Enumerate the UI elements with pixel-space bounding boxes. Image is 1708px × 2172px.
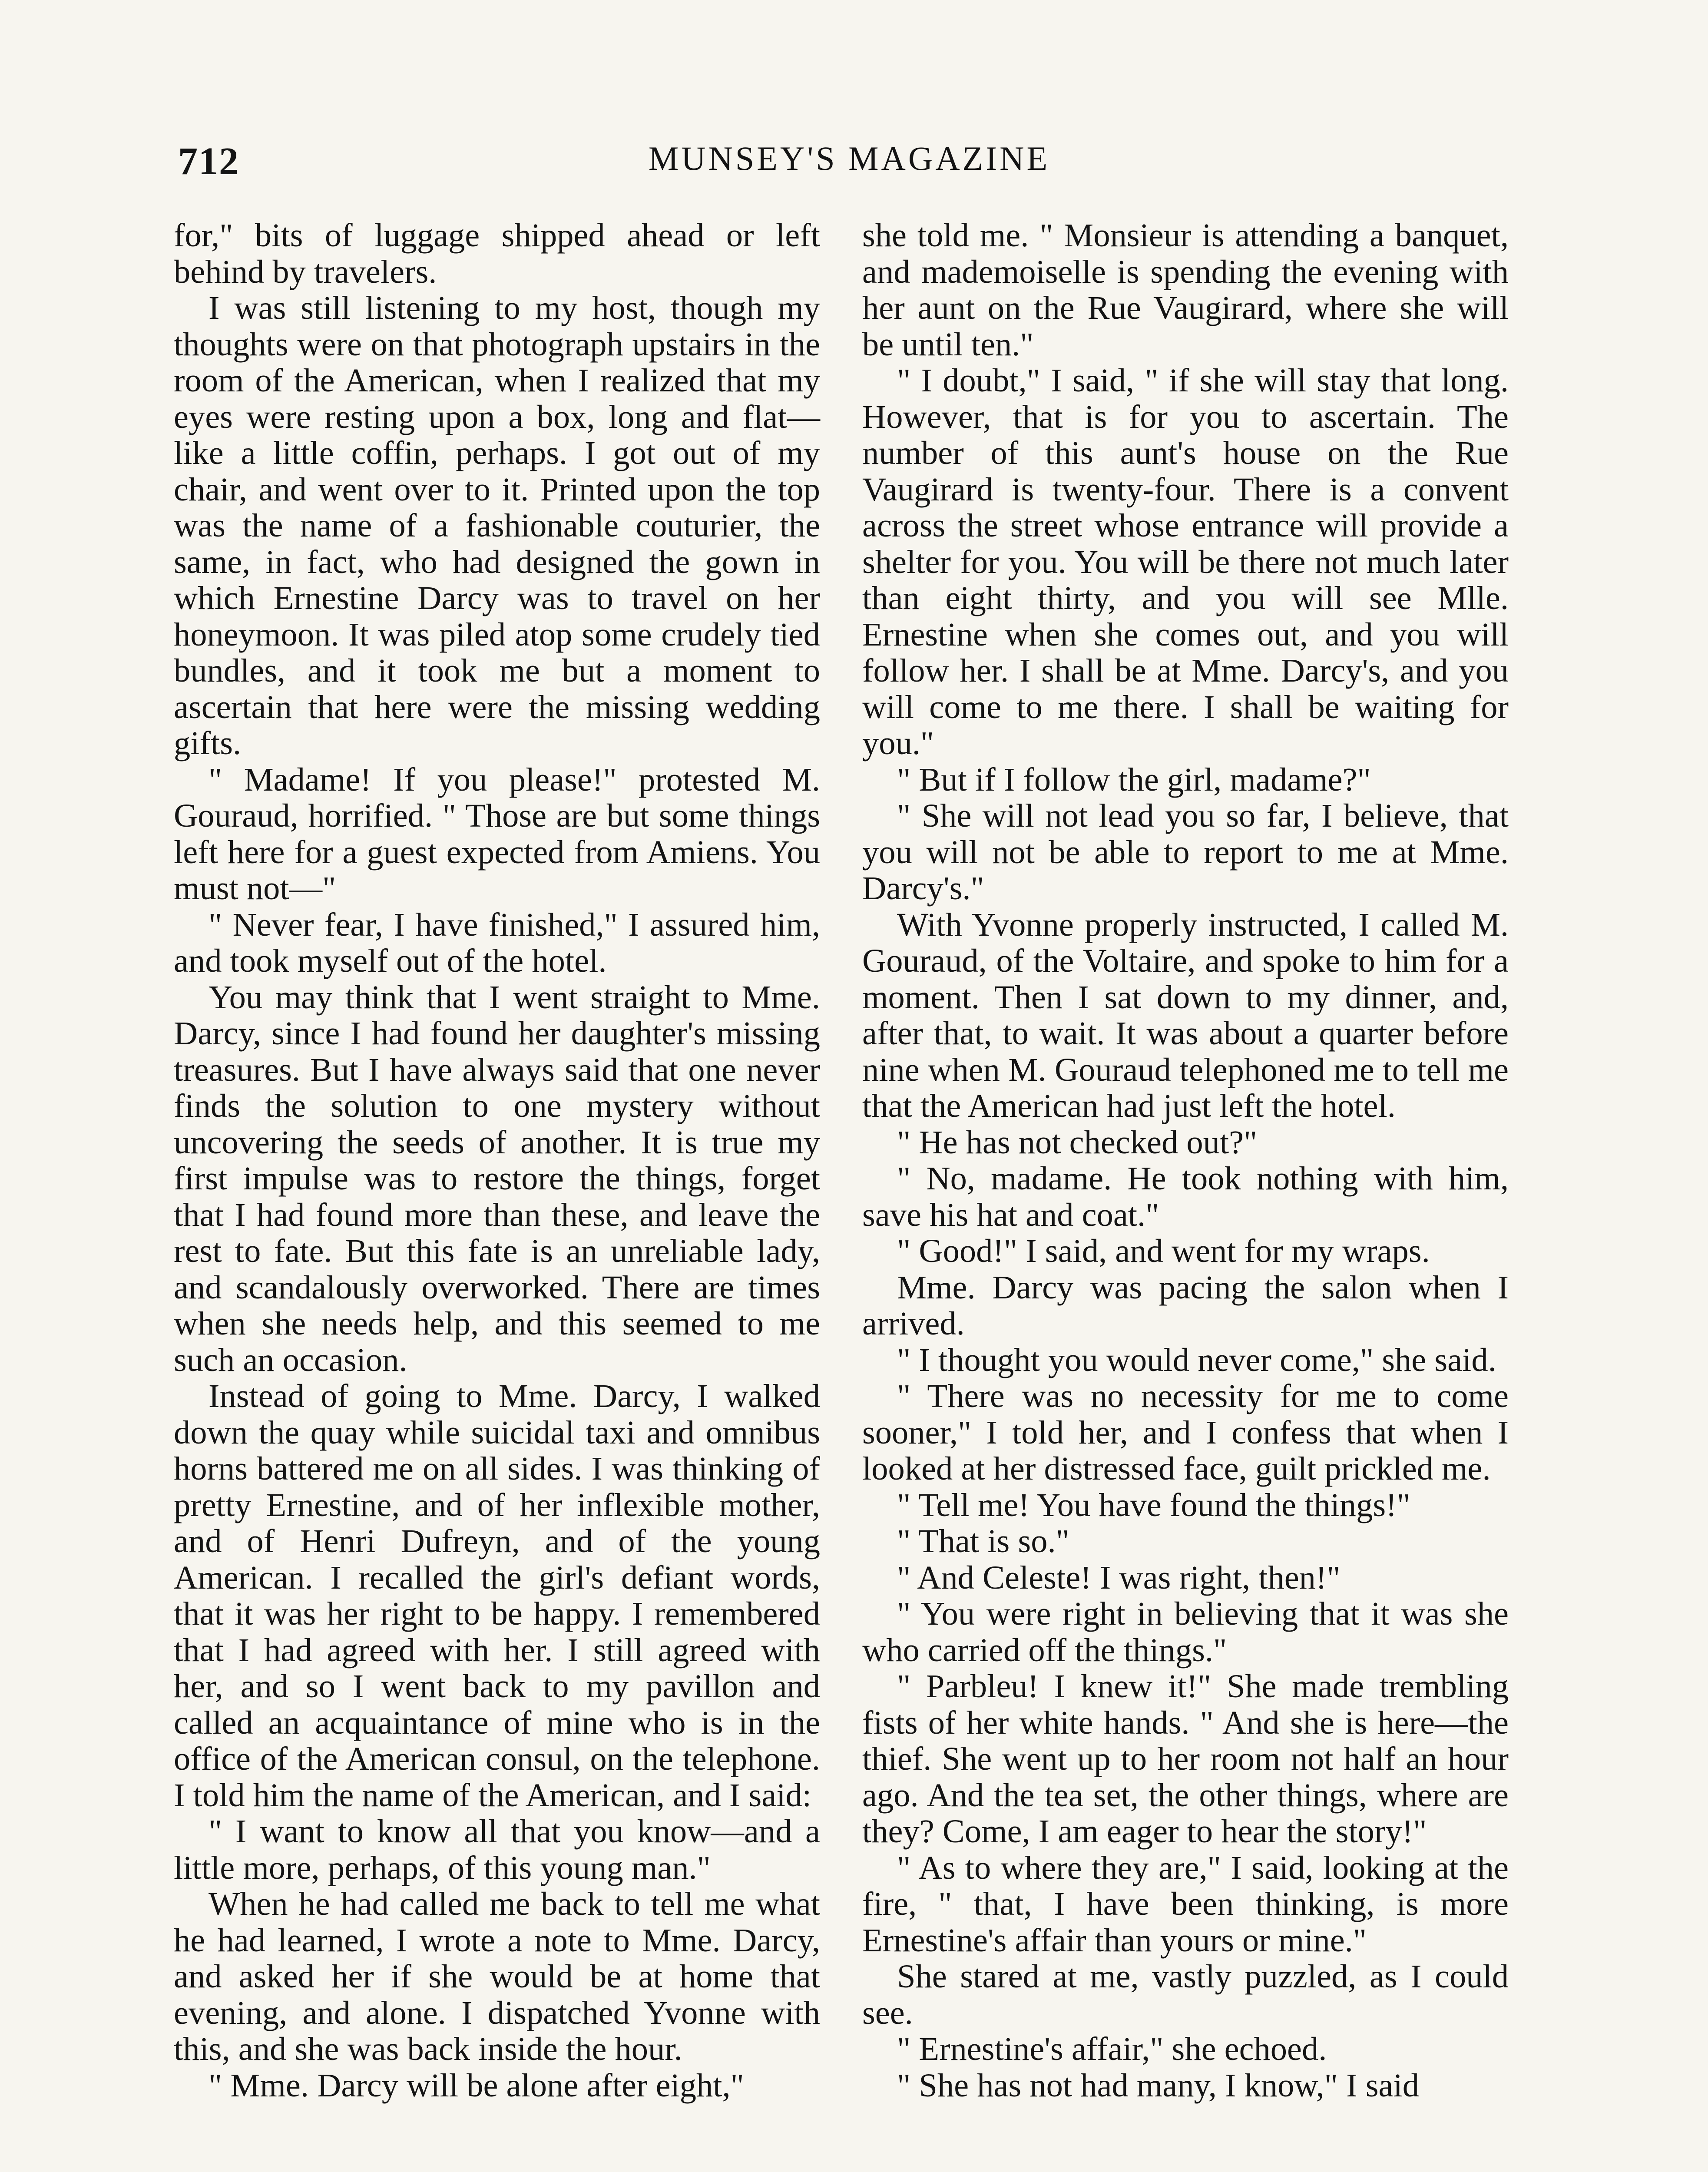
paragraph: " As to where they are," I said, looking at the fire, " that, I have been thinking, is more Ernestine's affair than yours or mine." — [862, 1849, 1509, 1959]
paragraph: " You were right in believing that it was she who carried off the things." — [862, 1595, 1509, 1669]
paragraph: You may think that I went straight to Mme. Darcy, since I had found her daughter's missing treasures. But I have always said that one never finds the solution to one mystery without uncovering the seeds of another. It is true my first impulse was to restore the things, forget that I had found more than these, and leave the rest to fate. But this fate is an unreliable lady, and scandalously overworked. There are times when she needs help, and this seemed to me such an occasion. — [174, 978, 820, 1378]
paragraph: " I thought you would never come," she said. — [897, 1341, 1496, 1378]
paragraph: " Ernestine's affair," she echoed. — [897, 2030, 1327, 2067]
paragraph: " Mme. Darcy will be alone after eight," — [209, 2066, 744, 2104]
page-number: 712 — [178, 140, 239, 183]
paragraph: " I doubt," I said, " if she will stay that long. However, that is for you to ascertain. The number of this aunt's house on the Rue Vaugirard is twenty-four. There is a convent across the street whose entrance will provide a shelter for you. You will be there not much later than eight thirty, and you will see Mlle. Ernestine when she comes out, and you will follow her. I shall be at Mme. Darcy's, and you will come to me there. I shall be waiting for you." — [862, 362, 1509, 762]
paragraph: " Madame! If you please!" protested M. Gouraud, horrified. " Those are but some things left here for a guest expected from Amiens. You must not—" — [174, 761, 820, 907]
paragraph: " Never fear, I have finished," I assured him, and took myself out of the hotel. — [174, 906, 820, 979]
paragraph: " Good!" I said, and went for my wraps. — [897, 1232, 1430, 1269]
paragraph: " Parbleu! I knew it!" She made trembling fists of her white hands. " And she is here—the thief. She went up to her room not half an hour ago. And the tea set, the other things, where are they? Come, I am eager to hear the story!" — [862, 1668, 1509, 1850]
left-column — [174, 217, 820, 2103]
paragraph: " No, madame. He took nothing with him, save his hat and coat." — [862, 1160, 1509, 1233]
paragraph: " I want to know all that you know—and a little more, perhaps, of this young man." — [174, 1813, 820, 1886]
paragraph: Mme. Darcy was pacing the salon when I arrived. — [862, 1268, 1509, 1342]
paragraph: she told me. " Monsieur is attending a banquet, and mademoiselle is spending the evening with her aunt on the Rue Vaugirard, where she will be until ten." — [862, 217, 1509, 363]
paragraph: When he had called me back to tell me what he had learned, I wrote a note to Mme. Darcy, and asked her if she would be at home that evening, and alone. I dispatched Yvonne with this, and she was back inside the hour. — [174, 1885, 820, 2067]
paragraph: " That is so." — [897, 1523, 1069, 1559]
paragraph: " But if I follow the girl, madame?" — [897, 761, 1371, 798]
paragraph: I was still listening to my host, though my thoughts were on that photograph upstairs in the room of the American, when I realized that my eyes were resting upon a box, long and flat—like a little coffin, perhaps. I got out of my chair, and went over to it. Printed upon the top was the name of a fashionable couturier, the same, in fact, who had designed the gown in which Ernestine Darcy was to travel on her honeymoon. It was piled atop some crudely tied bundles, and it took me but a moment to ascertain that here were the missing wedding gifts. — [174, 289, 820, 762]
paragraph: With Yvonne properly instructed, I called M. Gouraud, of the Voltaire, and spoke to him for a moment. Then I sat down to my dinner, and, after that, to wait. It was about a quarter before nine when M. Gouraud telephoned me to tell me that the American had just left the hotel. — [862, 906, 1509, 1124]
paragraph: " And Celeste! I was right, then!" — [897, 1559, 1341, 1596]
paragraph: " He has not checked out?" — [897, 1123, 1258, 1161]
running-head: MUNSEY'S MAGAZINE — [648, 139, 1050, 177]
page-header — [178, 139, 1520, 191]
paragraph: Instead of going to Mme. Darcy, I walked down the quay while suicidal taxi and omnibus horns battered me on all sides. I was thinking of pretty Ernestine, and of her inflexible mother, and of Henri Dufreyn, and of the young American. I recalled the girl's defiant words, that it was her right to be happy. I remembered that I had agreed with her. I still agreed with her, and so I went back to my pavillon and called an acquaintance of mine who is in the office of the American consul, on the telephone. I told him the name of the American, and I said: — [174, 1377, 820, 1814]
paragraph: " There was no necessity for me to come sooner," I told her, and I confess that when I looked at her distressed face, guilt prickled me. — [862, 1377, 1509, 1487]
paragraph: " She has not had many, I know," I said — [897, 2066, 1419, 2104]
paragraph: " Tell me! You have found the things!" — [897, 1486, 1410, 1523]
right-column — [862, 217, 1509, 2103]
paragraph: " She will not lead you so far, I believe, that you will not be able to report to me at Mme. Darcy's." — [862, 797, 1509, 907]
paragraph: for," bits of luggage shipped ahead or left behind by travelers. — [174, 217, 820, 290]
paragraph: She stared at me, vastly puzzled, as I could see. — [862, 1958, 1509, 2031]
